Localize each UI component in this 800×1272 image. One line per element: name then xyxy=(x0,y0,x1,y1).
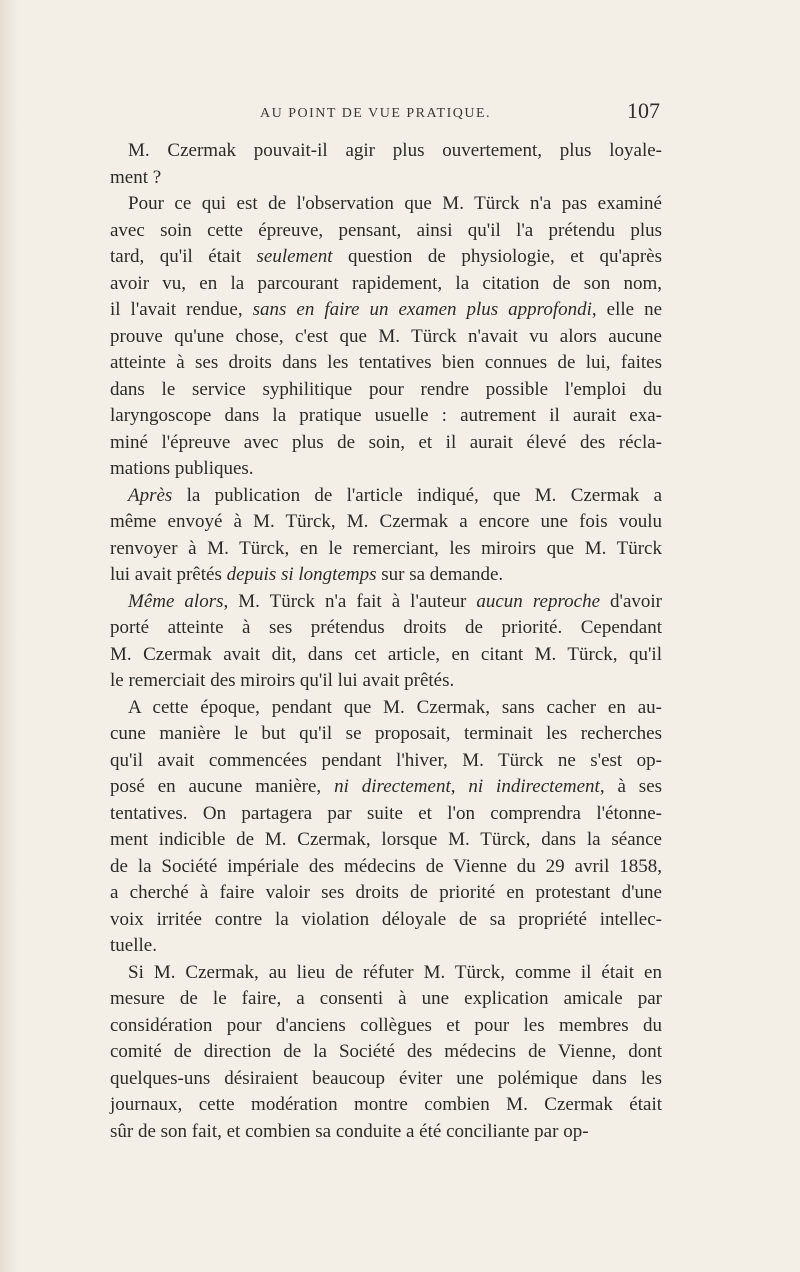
text-run: miné l'épreuve avec plus de soin, et il aurait élevé des récla- xyxy=(110,431,662,453)
text-run: A cette époque, pendant que M. Czermak, sans cacher en au- xyxy=(128,696,662,718)
text-line xyxy=(110,1092,662,1119)
text-line xyxy=(110,138,662,165)
text-run: atteinte à ses droits dans les tentatives bien connues de lui, faites xyxy=(110,352,662,373)
text-line xyxy=(110,642,662,669)
text-line xyxy=(110,880,662,907)
text-line xyxy=(110,244,662,271)
text-run: question de physiologie, et qu'après xyxy=(332,246,662,267)
text-line xyxy=(110,668,662,695)
text-run: sur sa demande. xyxy=(376,564,504,585)
text-line xyxy=(110,589,662,616)
text-line xyxy=(110,615,662,642)
paragraph xyxy=(110,483,662,589)
paragraph xyxy=(110,191,662,483)
text-line xyxy=(110,960,662,987)
text-run: a cherché à faire valoir ses droits de priorité en protestant d'une xyxy=(110,882,662,903)
text-run: il l'avait rendue, xyxy=(110,299,253,320)
text-run: mations publiques. xyxy=(110,458,254,479)
text-line xyxy=(110,218,662,245)
page-number: 107 xyxy=(627,98,660,123)
text-line xyxy=(110,456,662,483)
running-title: AU POINT DE VUE PRATIQUE. xyxy=(260,106,492,121)
text-line xyxy=(110,986,662,1013)
italic-phrase: ni directement xyxy=(334,776,451,797)
text-line xyxy=(110,721,662,748)
text-run: qu'il avait commencées pendant l'hiver, M. Türck ne s'est op- xyxy=(110,749,662,771)
text-line xyxy=(110,191,662,218)
text-run: posé en aucune manière, xyxy=(110,776,335,797)
italic-phrase: depuis si longtemps xyxy=(226,564,377,585)
text-run: de la Société impériale des médecins de Vienne du 29 avril 1858, xyxy=(110,855,662,877)
text-line xyxy=(110,1013,662,1040)
text-line xyxy=(110,297,662,324)
text-line xyxy=(110,165,662,192)
text-run: voix irritée contre la violation déloyale de sa propriété intellec- xyxy=(110,908,662,930)
text-run: M. Czermak avait dit, dans cet article, en citant M. Türck, qu'il xyxy=(110,643,662,665)
text-line xyxy=(110,403,662,430)
text-run: comité de direction de la Société des médecins de Vienne, dont xyxy=(110,1041,662,1062)
text-line xyxy=(110,324,662,351)
text-run: mesure de le faire, a consenti à une explication amicale par xyxy=(110,988,662,1009)
text-run: prouve qu'une chose, c'est que M. Türck n'avait vu alors aucune xyxy=(110,325,662,347)
text-run: la publication de l'article indiqué, que M. Czermak a xyxy=(172,484,662,506)
page-gutter xyxy=(0,0,18,1272)
running-head xyxy=(110,98,662,130)
text-run: porté atteinte à ses prétendus droits de priorité. Cependant xyxy=(110,617,662,638)
text-run: lui avait prêtés xyxy=(110,564,227,585)
text-run: tentatives. On partagera par suite et l'on comprendra l'étonne- xyxy=(110,802,662,824)
text-run: avoir vu, en la parcourant rapidement, la citation de son nom, xyxy=(110,272,662,294)
italic-phrase: sans en faire un examen plus approfondi xyxy=(252,299,592,320)
text-line xyxy=(110,748,662,775)
text-run: considération pour d'anciens collègues et pour les membres du xyxy=(110,1014,662,1036)
paragraph xyxy=(110,695,662,960)
text-line xyxy=(110,430,662,457)
text-run: tuelle. xyxy=(110,935,157,956)
text-run: quelques-uns désiraient beaucoup éviter une polémique dans les xyxy=(110,1067,662,1089)
text-line xyxy=(110,562,662,589)
text-line xyxy=(110,907,662,934)
text-run: journaux, cette modération montre combien M. Czermak était xyxy=(110,1094,662,1115)
text-line xyxy=(110,827,662,854)
text-run: ment ? xyxy=(110,166,162,188)
text-run: Pour ce qui est de l'observation que M. Türck n'a pas examiné xyxy=(128,193,662,214)
text-line xyxy=(110,933,662,960)
paragraph xyxy=(110,138,662,191)
text-run: ment indicible de M. Czermak, lorsque M. Türck, dans la séance xyxy=(110,829,662,850)
text-line xyxy=(110,854,662,881)
text-line xyxy=(110,1119,662,1146)
text-line xyxy=(110,509,662,536)
text-line xyxy=(110,774,662,801)
text-run: sûr de son fait, et combien sa conduite a été conciliante par op- xyxy=(110,1120,589,1142)
text-run: d'avoir xyxy=(600,590,662,612)
text-run: , xyxy=(450,776,469,797)
italic-phrase: aucun reproche xyxy=(476,590,601,612)
text-run: , à ses xyxy=(599,776,663,797)
text-run: , M. Türck n'a fait à l'auteur xyxy=(223,590,477,612)
italic-phrase: Même alors xyxy=(128,590,224,612)
text-run: Si M. Czermak, au lieu de réfuter M. Türck, comme il était en xyxy=(128,961,662,983)
text-run: M. Czermak pouvait-il agir plus ouvertement, plus loyale- xyxy=(128,140,662,161)
text-run: dans le service syphilitique pour rendre possible l'emploi du xyxy=(110,378,662,400)
italic-phrase: ni indirectement xyxy=(468,776,600,797)
text-run: cune manière le but qu'il se proposait, terminait les recherches xyxy=(110,723,662,744)
text-run: , elle ne xyxy=(591,299,662,320)
text-line xyxy=(110,536,662,563)
text-line xyxy=(110,801,662,828)
text-run: avec soin cette épreuve, pensant, ainsi qu'il l'a prétendu plus xyxy=(110,219,662,241)
text-line xyxy=(110,271,662,298)
paragraph xyxy=(110,589,662,695)
text-line xyxy=(110,1066,662,1093)
text-line xyxy=(110,377,662,404)
italic-phrase: seulement xyxy=(256,246,333,267)
text-line xyxy=(110,1039,662,1066)
text-run: laryngoscope dans la pratique usuelle : autrement il aurait exa- xyxy=(110,405,662,426)
text-run: même envoyé à M. Türck, M. Czermak a encore une fois voulu xyxy=(110,511,662,532)
text-run: le remerciait des miroirs qu'il lui avait prêtés. xyxy=(110,670,455,691)
italic-phrase: Après xyxy=(128,484,173,506)
body-text xyxy=(110,138,662,1145)
text-run: renvoyer à M. Türck, en le remerciant, les miroirs que M. Türck xyxy=(110,537,662,559)
text-line xyxy=(110,350,662,377)
text-line xyxy=(110,695,662,722)
text-run: tard, qu'il était xyxy=(110,246,257,267)
paragraph xyxy=(110,960,662,1146)
text-line xyxy=(110,483,662,510)
